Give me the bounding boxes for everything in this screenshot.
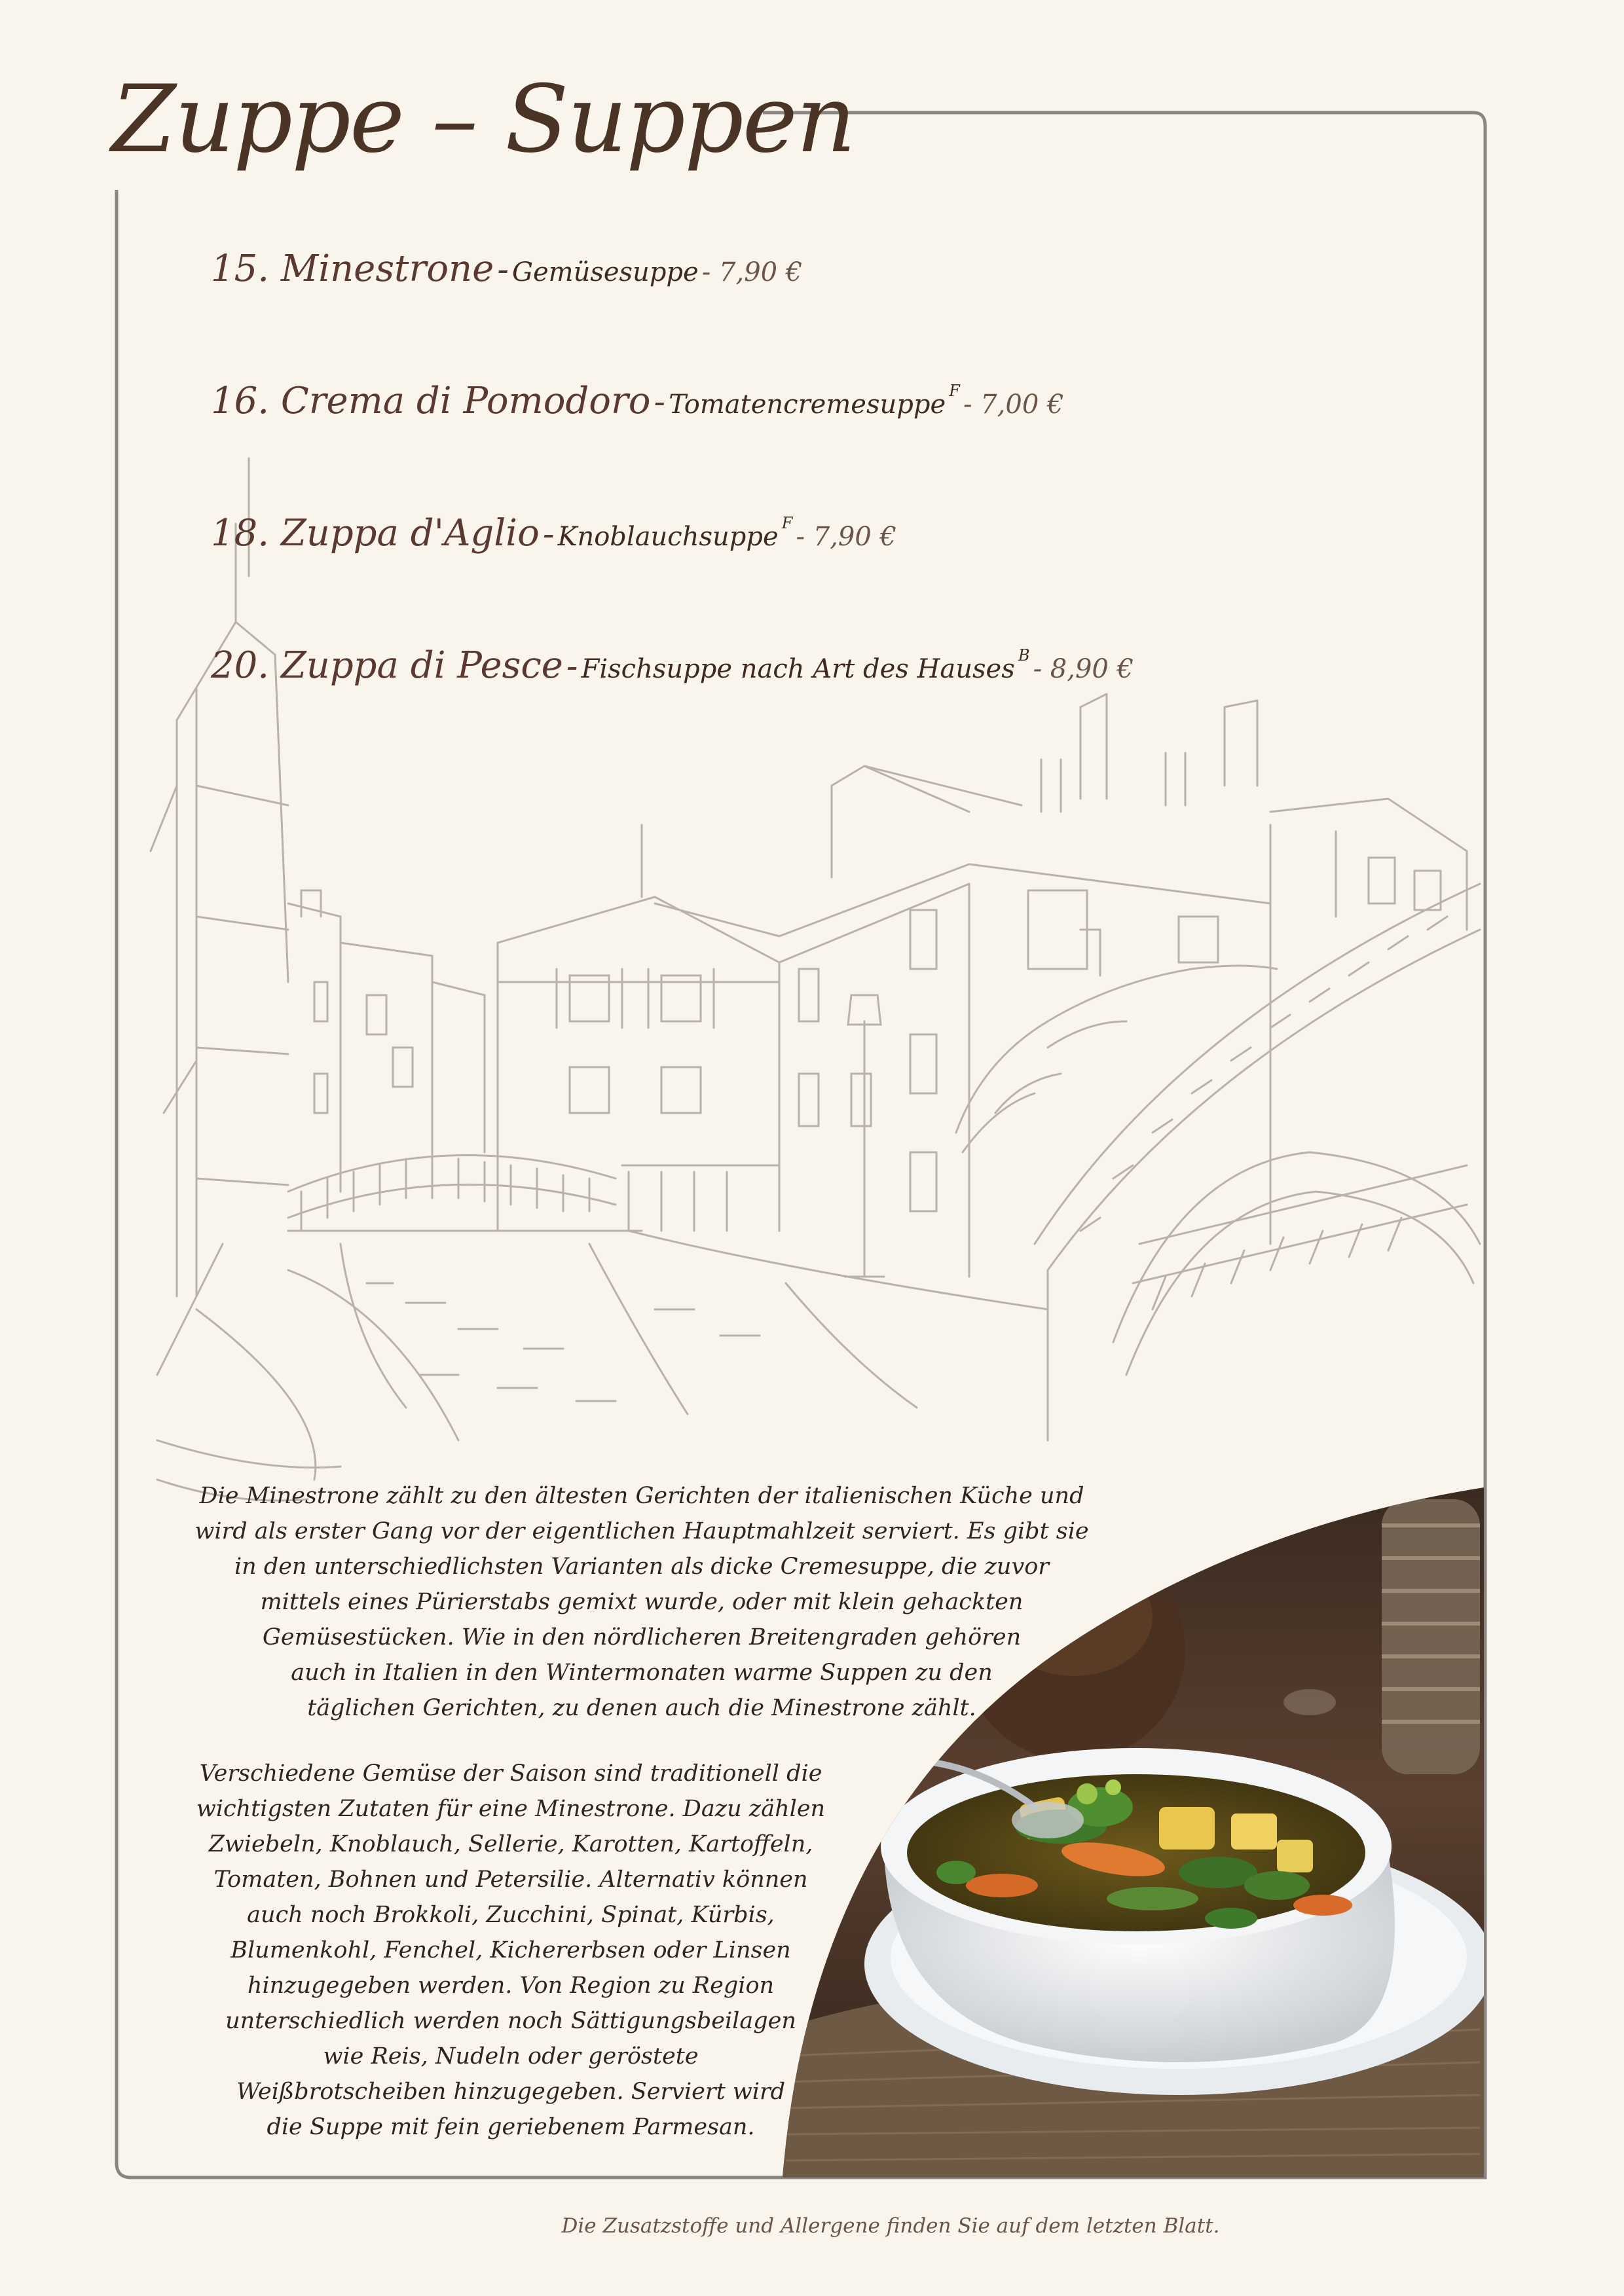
text-line: wird als erster Gang vor der eigentlichen Hauptmahlzeit serviert. Es gibt sie bbox=[194, 1518, 1089, 1544]
text-line: täglichen Gerichten, zu denen auch die Minestrone zählt. bbox=[307, 1695, 976, 1721]
menu-item-price: - 7,00 € bbox=[963, 390, 1064, 420]
menu-item-price: - 8,90 € bbox=[1033, 654, 1134, 684]
menu-item-name: 15. Minestrone bbox=[211, 247, 494, 290]
menu-item-allergen: F bbox=[949, 382, 960, 400]
text-line: in den unterschiedlichsten Varianten als dicke Cremesuppe, die zuvor bbox=[234, 1554, 1050, 1580]
text-line: wichtigsten Zutaten für eine Minestrone. Dazu zählen bbox=[196, 1796, 826, 1822]
footer-note: Die Zusatzstoffe und Allergene finden Sie auf dem letzten Blatt. bbox=[561, 2214, 1220, 2238]
text-line: Die Minestrone zählt zu den ältesten Gerichten der italienischen Küche und bbox=[199, 1483, 1084, 1509]
text-line: unterschiedlich werden noch Sättigungsbeilagen bbox=[225, 2008, 796, 2034]
menu-item-separator: - bbox=[497, 250, 509, 289]
menu-item-description: Knoblauchsuppe bbox=[557, 522, 779, 552]
text-line: die Suppe mit fein geriebenem Parmesan. bbox=[267, 2114, 755, 2140]
text-line: hinzugegeben werden. Von Region zu Region bbox=[247, 1973, 775, 1999]
text-line: Weißbrotscheiben hinzugegeben. Serviert wird bbox=[236, 2079, 786, 2105]
text-line: auch noch Brokkoli, Zucchini, Spinat, Kürbis, bbox=[247, 1902, 775, 1928]
text-line: Blumenkohl, Fenchel, Kichererbsen oder Linsen bbox=[231, 1937, 791, 1963]
description-paragraph-1 bbox=[164, 1478, 1120, 1726]
menu-item-price: - 7,90 € bbox=[701, 257, 803, 287]
menu-item-allergen: B bbox=[1018, 646, 1030, 665]
text-line: auch in Italien in den Wintermonaten warme Suppen zu den bbox=[291, 1660, 993, 1686]
text-line: mittels eines Pürierstabs gemixt wurde, oder mit klein gehackten bbox=[260, 1589, 1024, 1615]
text-line: Zwiebeln, Knoblauch, Sellerie, Karotten, Kartoffeln, bbox=[208, 1831, 813, 1857]
menu-item-separator: - bbox=[654, 382, 666, 422]
menu-item-allergen: F bbox=[781, 514, 793, 532]
page-title: Zuppe – Suppen bbox=[111, 65, 855, 173]
menu-item-description: Gemüsesuppe bbox=[512, 257, 699, 287]
menu-item-price: - 7,90 € bbox=[796, 522, 896, 552]
text-line: wie Reis, Nudeln oder geröstete bbox=[323, 2043, 699, 2069]
menu-item-name: 20. Zuppa di Pesce bbox=[211, 644, 563, 687]
text-line: Verschiedene Gemüse der Saison sind traditionell die bbox=[199, 1760, 822, 1787]
text-line: Tomaten, Bohnen und Petersilie. Alternativ können bbox=[213, 1867, 808, 1893]
menu-item-separator: - bbox=[566, 647, 578, 686]
menu-item-description: Tomatencremesuppe bbox=[669, 390, 946, 420]
description-paragraph-2 bbox=[164, 1756, 858, 2145]
menu-item-description: Fischsuppe nach Art des Hauses bbox=[581, 654, 1015, 684]
menu-item-name: 16. Crema di Pomodoro bbox=[211, 380, 651, 422]
menu-item-separator: - bbox=[542, 515, 555, 554]
menu-item-name: 18. Zuppa d'Aglio bbox=[211, 512, 540, 555]
text-line: Gemüsestücken. Wie in den nördlicheren Breitengraden gehören bbox=[262, 1624, 1022, 1650]
